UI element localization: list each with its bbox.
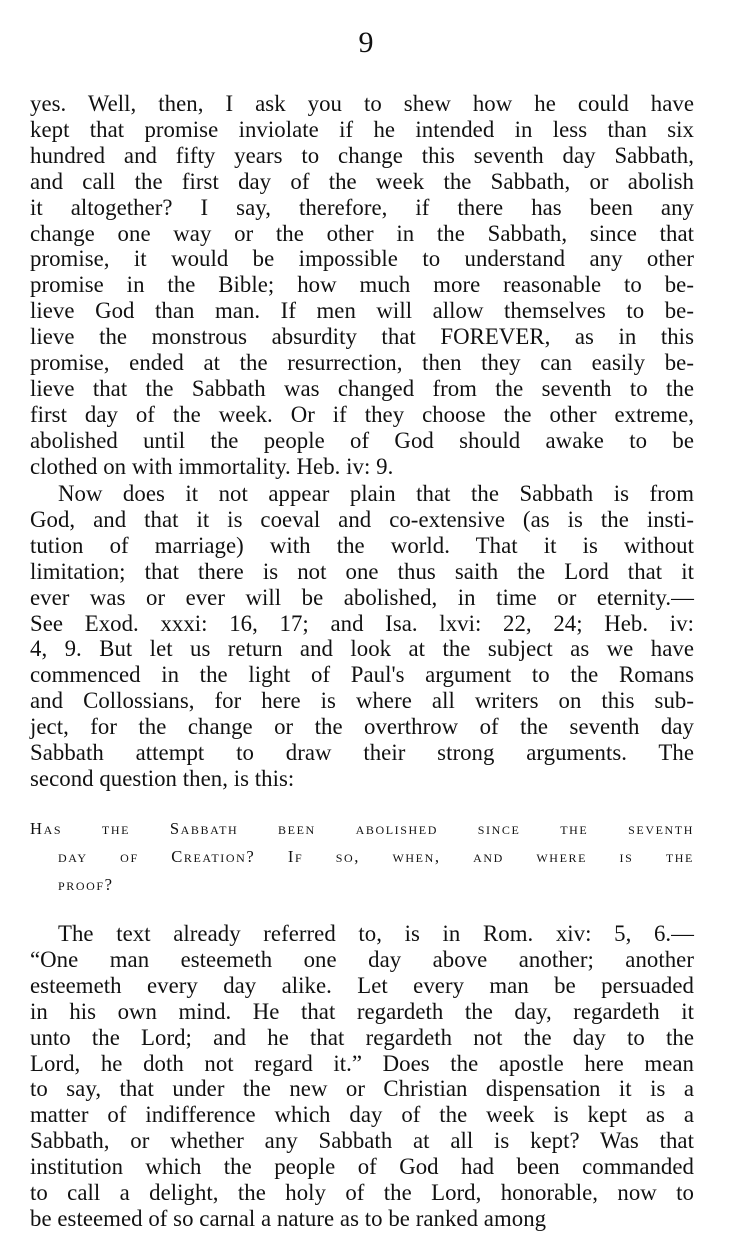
paragraph-2-line: Now does it not appear plain that the Sabbath is from <box>58 481 694 506</box>
paragraph-1-line: kept that promise inviolate if he intended in less than six <box>30 116 694 142</box>
paragraph-3-line: “One man esteemeth one day above another; another <box>30 946 694 972</box>
paragraph-1-line: clothed on with immortality. Heb. iv: 9. <box>30 453 394 479</box>
paragraph-1-line: lieve the monstrous absurdity that FOREVER, as in this <box>30 324 694 350</box>
paragraph-1-line: promise in the Bible; how much more reasonable to be- <box>30 272 694 298</box>
paragraph-1-line: it altogether? I say, therefore, if there has been any <box>30 194 694 220</box>
paragraph-1-line: change one way or the other in the Sabbath, since that <box>30 220 694 246</box>
paragraph-2-line: God, and that it is coeval and co-extensive (as is the insti- <box>30 506 694 532</box>
paragraph-2-line: limitation; that there is not one thus saith the Lord that it <box>30 558 694 584</box>
paragraph-3-line: matter of indifference which day of the week is kept as a <box>30 1102 694 1128</box>
page-number: 9 <box>358 26 374 59</box>
paragraph-2-line: commenced in the light of Paul's argument to the Romans <box>30 662 694 688</box>
section-heading <box>30 815 694 899</box>
paragraph-2-line: second question then, is this: <box>30 765 295 791</box>
paragraph-3-line: to call a delight, the holy of the Lord, honorable, now to <box>30 1180 694 1206</box>
paragraph-2-line: and Collossians, for here is where all writers on this sub- <box>30 688 694 714</box>
paragraph-1-line: promise, it would be impossible to understand any other <box>30 246 694 272</box>
paragraph-3-line: Sabbath, or whether any Sabbath at all is kept? Was that <box>30 1128 694 1154</box>
paragraph-3-line: to say, that under the new or Christian dispensation it is a <box>30 1076 694 1102</box>
paragraph-1-line: first day of the week. Or if they choose the other extreme, <box>30 401 694 427</box>
paragraph-3-line: be esteemed of so carnal a nature as to be ranked among <box>30 1205 547 1231</box>
paragraph-2-line: tution of marriage) with the world. That it is without <box>30 532 694 558</box>
paragraph-2-line: Sabbath attempt to draw their strong arguments. The <box>30 740 694 766</box>
paragraph-1-line: lieve that the Sabbath was changed from the seventh to the <box>30 375 694 401</box>
paragraph-3 <box>30 921 694 1232</box>
paragraph-3-line: The text already referred to, is in Rom. xiv: 5, 6.— <box>58 921 694 946</box>
paragraph-1 <box>30 91 694 480</box>
paragraph-1-line: promise, ended at the resurrection, then they can easily be- <box>30 350 694 376</box>
paragraph-2-line: See Exod. xxxi: 16, 17; and Isa. lxvi: 22, 24; Heb. iv: <box>30 610 694 636</box>
paragraph-1-line: hundred and fifty years to change this seventh day Sabbath, <box>30 142 694 168</box>
paragraph-1-line: lieve God than man. If men will allow themselves to be- <box>30 298 694 324</box>
paragraph-2-line: ever was or ever will be abolished, in time or eternity.— <box>30 584 694 610</box>
paragraph-3-line: unto the Lord; and he that regardeth not the day to the <box>30 1024 694 1050</box>
paragraph-1-line: and call the first day of the week the Sabbath, or abolish <box>30 168 694 194</box>
paragraph-3-line: institution which the people of God had been commanded <box>30 1154 694 1180</box>
heading-line: proof? <box>58 875 114 894</box>
paragraph-2 <box>30 481 694 792</box>
paragraph-1-line: yes. Well, then, I ask you to shew how he could have <box>30 91 694 116</box>
paragraph-2-line: ject, for the change or the overthrow of the seventh day <box>30 714 694 740</box>
paragraph-3-line: Lord, he doth not regard it.” Does the apostle here mean <box>30 1050 694 1076</box>
heading-line: Has the Sabbath been abolished since the seventh <box>30 819 694 838</box>
paragraph-3-line: esteemeth every day alike. Let every man be persuaded <box>30 972 694 998</box>
paragraph-1-line: abolished until the people of God should awake to be <box>30 427 694 453</box>
paragraph-3-line: in his own mind. He that regardeth the day, regardeth it <box>30 998 694 1024</box>
paragraph-2-line: 4, 9. But let us return and look at the subject as we have <box>30 636 694 662</box>
heading-line: day of Creation? If so, when, and where is the <box>58 847 694 866</box>
